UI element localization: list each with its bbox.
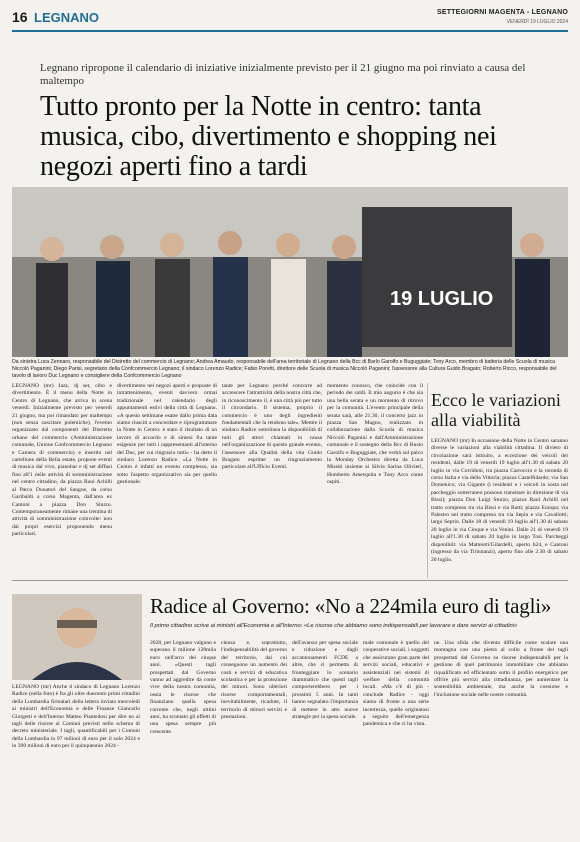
page-number: 16: [12, 9, 28, 25]
article-column-2: divertimento nei negozi aperti e proposte di intrattenimento, eventi davvero ormai tradizionale nel calendario degli appuntamenti estivi della città di Legnano. «A questo settimane esatte dallo prima data siamo riusciti a concordare e riprogrammare la Notte in Centro: è stato il risultato di un lavoro di accordo e di sintesi fra tante esigenze per tutti i rappresentanti all'interno del Duc, per cui ringrazio tutti» - ha detto il sindaco Lorenzo Radice. «La Notte in Centro è infatti un evento complesso, sia sotto l'aspetto organizzativo sia per quello gestionale.: [117, 383, 217, 486]
photo-caption: Da sinistra Luca Zennaro, responsabile del Distretto del commercio di Legnano; Andrea Amaudo, responsabile dell'area territoriale di Legnano della Bcc di Barlo Garolfo e Buguggiate; Tony Arco, membro di batteria delle Scuola di musica Niccolò Paganini; Diego Parisi, segretario della Confcommercio Legnano; il sindaco Lorenzo Radice; Fabio Poretti, direttore delle Scuola di musica Niccolò Paganini; l'assessore alla Cultura Guido Bragato; Roberto Ricco, responsabile del tavolo di lavoro Duc Legnano e consigliere della Confcommercio Legnano: [12, 359, 557, 379]
sidebar-divider: [427, 383, 428, 578]
article-headline: Tutto pronto per la Notte in centro: tanta musica, cibo, divertimento e shopping nei negozi aperti fino a tardi: [40, 91, 497, 182]
article2-column-5: male comunale è quello del cooperative sociali, i soggetti che assicurano gran parte del servizi sociali, educativi e assistenziali nei sistemi di welfare della comunità locali. «Ma c'è di più - conclude Radice - oggi siamo di fronte a una serie incertezza, quelle originatosi a seguito dell'emergenza pandemica e che ci ha vista.: [363, 640, 429, 728]
article-column-3: tante per Legnano perché concorre ad accrescere l'attrattività della nostra città che, in riconoscimento il, è una città più per tutto il circondario. Il sistema, proprio il commercio è uno degli ingredienti fondamentali che la rendono tale». Mentre il sindaco Radice sottolinea la disponibilità di tutti gli attori chiamati in causa nell'organizzazione di questo grande evento, l'assessore alla Qualità della vita Guido Bragato esprime un ringraziamento particolare all'Ufficio Eventi.: [222, 383, 322, 471]
article-kicker: Legnano ripropone il calendario di iniziative inizialmente previsto per il 21 giugno ma poi rinviato a causa del maltempo: [40, 62, 526, 87]
poster-date-text: 19 LUGLIO: [390, 288, 494, 310]
article2-column-6: ne. Una sfida che diventa difficile come scalare una montagna con una pietra al collo a fronte dei tagli prospettati dal Governo su risorse indispensabili per la gestione di quel patrimonio immobiliare che abbiamo riqualificato ed efficientato sotto il profilo energetico per offrire più servizi alla cittadinanza, per aumentare la sostenibilità ambientale, ma anche la coesione e l'inclusione sociale nelle nostre comunità.: [434, 640, 568, 698]
mayor-portrait: [12, 594, 142, 680]
article2-column-4: dell'avanzo per spesa sociale e riduzione e dagli accantonamenti FCDE a altre, che ci permetta di fronteggiare lo scenario drammatico che questi tagli comporterebbero per i prossimi 5 anni. In tanti hanno segnalato l'importanza di mettere in atto nuove strategie per la spesa sociale.: [292, 640, 358, 721]
section-divider: [12, 580, 568, 581]
mayor-portrait-illustration: [12, 594, 142, 680]
article-column-4: momento conosco, che coincide con il periodo dei saldi. Il mio augurio è che sia una bella serata e un momento di ritrovo per la comunità. L'evento principale della serata sarà, alle 21.30, il concerto jazz in piazza San Magno, realizzato in collaborazione dalla Scuola di musica Niccolò Paganini e dall'Amministrazione comunale e il sostegno della Bcc di Busto Garolfo e Buguggiate, che vedrà sul palco la Monday Orchestra diretta da Luca Missiti insieme ai Silvia Sarina Olivieri, Humberto Amesquita e Tony Arco come ospiti.: [327, 383, 423, 486]
group-photo: [12, 187, 568, 357]
article2-column-1: LEGNANO (mr) Anche il sindaco di Legnano Lorenzo Radice (nella foto) è fra gli oltre duecento primi cittadini della Lombardia firmatari della lettera inviata mercoledì ai ministri dell'Economia e delle Finanze Giancarlo Giorgetti e dell'Interno Matteo Piantedosi per dire no ai tagli delle risorse ai Comuni previsti nello schema di decreto ministeriale. I tagli, quantificabili per i Comuni della Lombardia in 97 milioni di euro per il solo 2024 e in 390 milioni di euro per il quinquennio 2024 -: [12, 684, 140, 750]
article2-headline: Radice al Governo: «No a 224mila euro di tagli»: [150, 594, 552, 618]
publication-date: VENERDÌ 19 LUGLIO 2024: [506, 19, 568, 25]
page-header: [0, 0, 580, 28]
section-label: LEGNANO: [34, 10, 99, 25]
header-rule: [12, 30, 568, 32]
sidebar-headline: Ecco le variazioni alla viabilità: [431, 390, 561, 430]
article2-column-3: cienza e, soprattutto, l'indispensabilità del governo del territorio, dai cui conseguono un aumento dei costi e servizi di educativa scolastica e per la protezione dei minori. Sono ulteriori risorse comportamentali, inevitabilmente, ricadute, il territorio di minori servizi e prestazioni.: [221, 640, 287, 721]
group-photo-illustration: [12, 187, 568, 357]
publication-name: SETTEGIORNI MAGENTA - LEGNANO: [436, 9, 568, 16]
article-column-1: LEGNANO (mr) Jazz, dj set, cibo e divertimento. È il menu della Notte in Centro di Legnano, che arriva in scena venerdì. Inizialmente previsto per venerdì 21 giugno, ma poi rimandato per maltempo (non senza suscitare polemiche), l'evento organizzato dal componenti del Distretto urbano del commercio (Amministrazione comunale, Unione Confcommercio Legnano e Camera di commercio) e inserito nel cartellone della Bella estate, propone eventi di musica dal vivo, pianobar e dj set diffusi fino all'1 nelle attività di somministrazione nel centro cittadino, da piazza Raul Achilli al Parco Donatori del Sangue, da corso Garibaldi a corso Magenta, dall'area ex Cantoni a piazza Don Sturzo. Contemporaneamente rimane una trentina di attività di somministrazione coinvolte: non dai propri esercizi proponendo menu particolari.: [12, 383, 112, 538]
sidebar-body: LEGNANO (mr) In occasione della Notte in Centro saranno diverse le variazioni alla viabilità cittadina. Il divieto di circolazione sarà istituito, a eccezione dei veicoli dei residenti, dalle 19 di venerdì 19 luglio all'1.30 di sabato 20 luglio in via Corridoni, tra piazza Carroccio e la rotonda di corso Italia e via della Vittoria; piazza Castelfidardo; via San Domenico; via Gigante (i residenti e i veicoli in sosta nel parcheggio sotterraneo possono transitare in direzione di via Bissi); piazza Don Luigi Sturzo, piazza Raul Achilli nel tratto compreso tra via Bissi e via Ratti; piazza Europa; via Palestro nel tratto compreso tra via Sepin e via Cavallotti; largo Seprio. Dalle 18 di venerdì 19 luglio all'1.30 di sabato 20 luglio in via Cinque e via Venini. Dalle 21 di venerdì 19 luglio all'1.30 di sabato 20 luglio in largo Tosi. Parcheggi disponibili: via Matteotti/Gilardelli, aperto h24, e Cantoni (ingresso da via Tirinnanzi), aperto fino alle 2.30 di sabato 20 luglio.: [431, 438, 568, 563]
article2-column-2: 2028, per Legnano valgono e superano il milione 128mila euro nell'arco dei cinque anni. «Questi tagli prospettati dal Governo vanno ad aggredire da come vive della nostra comunità, ossia le risorse che finanziano quella spesa corrente che, negli ultimi anni, ha scontato gli effetti di una spesa sempre più crescente.: [150, 640, 216, 735]
article2-subhead: Il primo cittadino scrive ai ministri all'Economia e all'Interno: «Le risorse che abbiamo sono indispensabili per lavorare e dare servizi ai cittadini»: [150, 623, 518, 629]
